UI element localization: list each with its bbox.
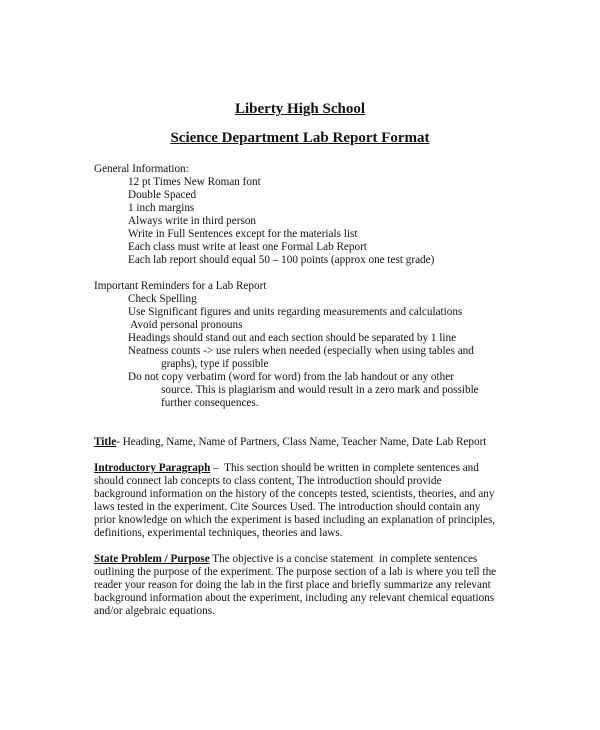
list-item: Use Significant figures and units regarding measurements and calculations: [128, 306, 463, 318]
list-item: 1 inch margins: [128, 202, 195, 214]
intro-line: [94, 462, 479, 475]
intro-label: Introductory Paragraph: [94, 462, 211, 474]
title-section: [94, 436, 486, 449]
list-item: Avoid personal pronouns: [128, 319, 243, 331]
purpose-label: State Problem / Purpose: [94, 553, 210, 565]
intro-line: laws tested in the experiment. Cite Sources Used. The introduction should contain any: [94, 501, 481, 513]
document-title: Science Department Lab Report Format: [170, 130, 430, 146]
purpose-line: background information about the experiment, including any relevant chemical equations: [94, 592, 495, 604]
list-item-continuation: graphs), type if possible: [161, 358, 269, 370]
purpose-line: outlining the purpose of the experiment. The purpose section of a lab is where you tell the: [94, 566, 497, 578]
purpose-text: The objective is a concise statement in complete sentences: [209, 553, 478, 565]
list-item: Check Spelling: [128, 293, 197, 305]
school-name: Liberty High School: [234, 101, 365, 117]
intro-line: prior knowledge on which the experiment is based including an explanation of principles,: [94, 514, 496, 526]
list-item: Write in Full Sentences except for the materials list: [128, 228, 358, 240]
purpose-line: and/or algebraic equations.: [94, 605, 215, 617]
list-item: Neatness counts -> use rulers when needed (especially when using tables and: [128, 345, 474, 357]
intro-line: should connect lab concepts to class content, The introduction should provide: [94, 475, 442, 487]
title-label: Title: [94, 436, 117, 448]
list-item-continuation: source. This is plagiarism and would result in a zero mark and possible: [161, 384, 479, 396]
title-text: - Heading, Name, Name of Partners, Class Name, Teacher Name, Date Lab Report: [116, 436, 487, 448]
list-item: Each class must write at least one Formal Lab Report: [128, 241, 367, 253]
list-item-continuation: further consequences.: [161, 397, 259, 409]
list-item: Each lab report should equal 50 – 100 points (approx one test grade): [128, 254, 435, 266]
purpose-line: [94, 553, 477, 566]
list-item: Always write in third person: [128, 215, 257, 227]
list-item: 12 pt Times New Roman font: [128, 176, 261, 188]
purpose-line: reader your reason for doing the lab in the first place and briefly summarize any relevant: [94, 579, 491, 591]
reminders-heading: Important Reminders for a Lab Report: [94, 280, 267, 292]
intro-line: definitions, experimental techniques, theories and laws.: [94, 527, 343, 539]
intro-text: – This section should be written in complete sentences and: [210, 462, 479, 474]
list-item: Headings should stand out and each section should be separated by 1 line: [128, 332, 457, 344]
general-heading: General Information:: [94, 163, 189, 175]
list-item: Do not copy verbatim (word for word) from the lab handout or any other: [128, 371, 454, 383]
list-item: Double Spaced: [128, 189, 197, 201]
intro-line: background information on the history of the concepts tested, scientists, theories, and any: [94, 488, 495, 500]
